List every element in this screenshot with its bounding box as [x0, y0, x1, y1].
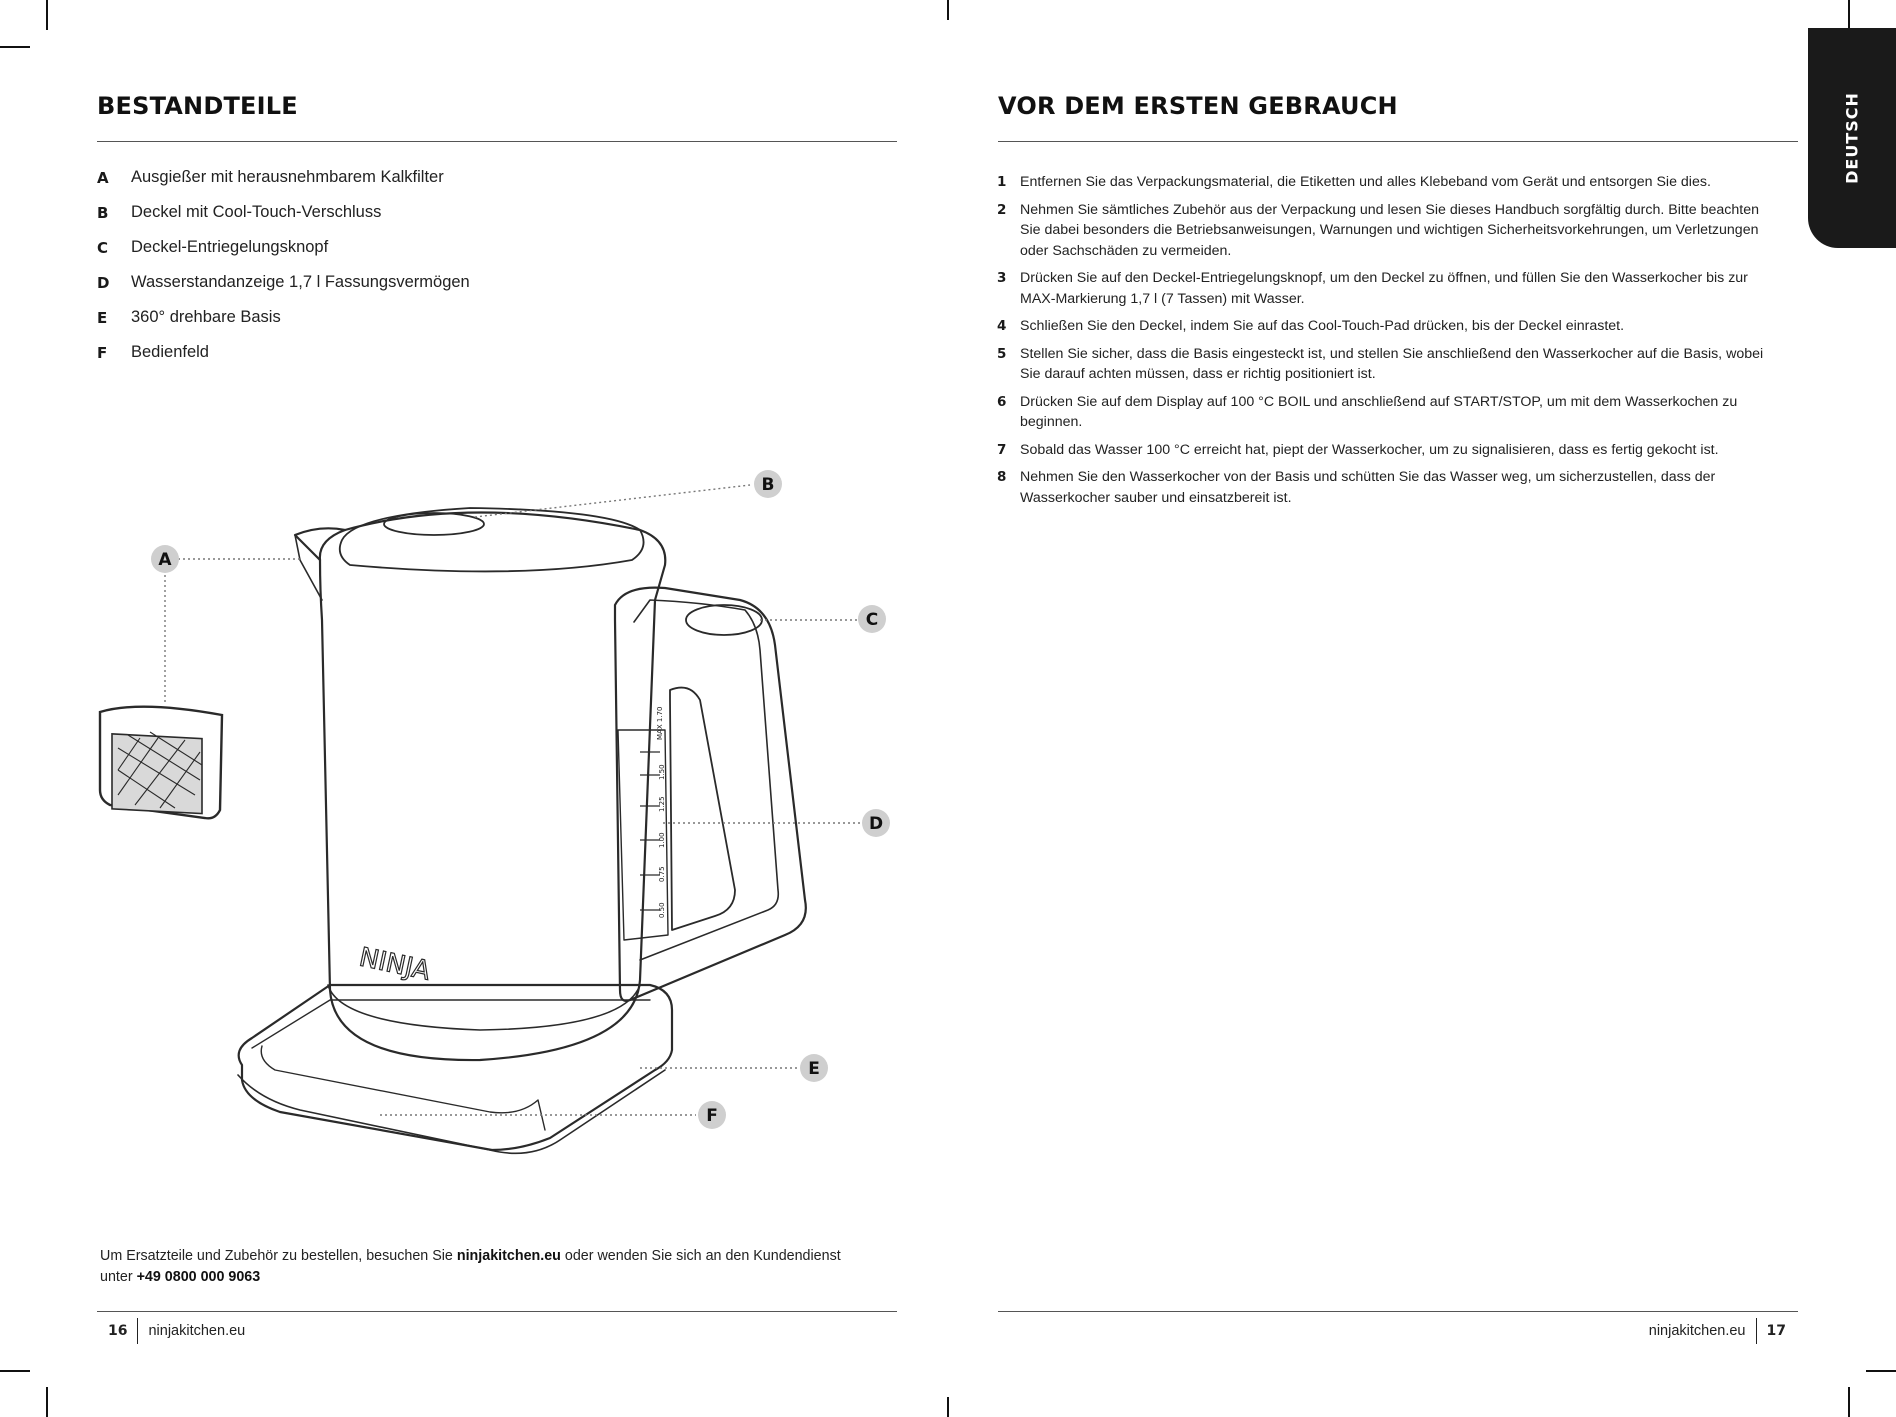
- gauge-mark: MAX 1.70: [656, 706, 664, 740]
- part-item: [97, 238, 877, 273]
- title-rule: [998, 141, 1798, 142]
- kettle-handle: [615, 588, 806, 1001]
- gauge-mark: 1.50: [658, 764, 666, 780]
- step-item: [997, 440, 1767, 461]
- part-label: Ausgießer mit herausnehmbarem Kalkfilter: [131, 168, 444, 186]
- part-item: [97, 273, 877, 308]
- part-item: [97, 308, 877, 343]
- gauge-mark: 0.75: [658, 866, 666, 882]
- left-page-title: BESTANDTEILE: [97, 92, 298, 120]
- crop-mark: [0, 46, 30, 48]
- step-item: [997, 316, 1767, 337]
- part-item: [97, 168, 877, 203]
- part-letter: B: [97, 204, 109, 222]
- step-item: [997, 344, 1767, 385]
- leader-line-b: [475, 485, 750, 517]
- part-label: Deckel mit Cool-Touch-Verschluss: [131, 203, 382, 221]
- step-item: [997, 392, 1767, 433]
- website-link[interactable]: ninjakitchen.eu: [456, 1248, 561, 1264]
- callout-b: B: [761, 475, 775, 495]
- part-label: Deckel-Entriegelungsknopf: [131, 238, 329, 256]
- page-number: 16: [108, 1323, 128, 1339]
- footer-rule: [97, 1311, 897, 1312]
- right-page-footer: [1649, 1318, 1786, 1344]
- step-text: Drücken Sie auf den Deckel-Entriegelungsknopf, um den Deckel zu öffnen, und füllen Sie den Wasserkocher bis zur MAX-Markierung 1,7 l (7 Tassen) mit Wasser.: [1020, 270, 1748, 307]
- title-rule: [97, 141, 897, 142]
- note-text: Um Ersatzteile und Zubehör zu bestellen, besuchen Sie: [100, 1248, 457, 1264]
- step-text: Stellen Sie sicher, dass die Basis eingesteckt ist, und stellen Sie anschließend den Wasserkocher auf die Basis, wobei Sie darauf achten müssen, dass er richtig positioniert ist.: [1020, 345, 1764, 382]
- crop-mark: [1866, 1370, 1896, 1372]
- phone-number: +49 0800 000 9063: [136, 1269, 261, 1285]
- left-page-footer: [108, 1318, 245, 1344]
- gauge-mark: 1.00: [658, 832, 666, 848]
- step-number: 2: [997, 201, 1007, 218]
- footer-site: ninjakitchen.eu: [1648, 1323, 1746, 1339]
- step-text: Nehmen Sie den Wasserkocher von der Basis und schütten Sie das Wasser weg, um sicherzustellen, dass der Wasserkocher sauber und einsatzbereit ist.: [1020, 469, 1716, 506]
- parts-list: [97, 168, 877, 378]
- step-number: 3: [997, 270, 1007, 286]
- step-text: Drücken Sie auf dem Display auf 100 °C BOIL und anschließend auf START/STOP, um mit dem Wasserkochen zu beginnen.: [1020, 393, 1738, 430]
- note-text: oder wenden Sie sich an den Kundendienst unter: [100, 1248, 841, 1285]
- step-number: 5: [997, 345, 1007, 362]
- footer-rule: [998, 1311, 1798, 1312]
- language-tab-label: DEUTSCH: [1842, 92, 1862, 184]
- step-item: [997, 467, 1767, 508]
- crop-mark: [1848, 0, 1850, 30]
- lid-button: [384, 513, 484, 535]
- gauge-mark: 0.50: [658, 902, 666, 918]
- callout-c: C: [865, 610, 879, 630]
- right-page-title: VOR DEM ERSTEN GEBRAUCH: [998, 92, 1398, 120]
- part-label: Bedienfeld: [131, 343, 209, 361]
- part-letter: F: [97, 344, 108, 362]
- part-letter: A: [97, 169, 109, 187]
- crop-mark: [46, 0, 48, 30]
- spare-parts-note: [100, 1246, 860, 1288]
- kettle-lid: [340, 508, 644, 571]
- callout-d: D: [868, 814, 884, 834]
- step-item: [997, 268, 1767, 309]
- part-letter: E: [97, 309, 108, 327]
- crop-mark: [947, 0, 949, 20]
- step-text: Sobald das Wasser 100 °C erreicht hat, piept der Wasserkocher, um zu signalisieren, dass es fertig gekocht ist.: [1020, 441, 1719, 458]
- crop-mark: [1848, 1387, 1850, 1417]
- step-number: 7: [997, 441, 1007, 458]
- part-label: Wasserstandanzeige 1,7 l Fassungsvermögen: [131, 273, 470, 291]
- crop-mark: [947, 1397, 949, 1417]
- step-number: 1: [997, 174, 1007, 190]
- step-text: Schließen Sie den Deckel, indem Sie auf das Cool-Touch-Pad drücken, bis der Deckel einrastet.: [1020, 318, 1625, 334]
- lid-release-button: [686, 605, 762, 635]
- step-item: [997, 172, 1767, 193]
- part-label: 360° drehbare Basis: [131, 308, 281, 326]
- step-item: [997, 200, 1767, 262]
- crop-mark: [46, 1387, 48, 1417]
- part-letter: D: [97, 274, 110, 292]
- page-number: 17: [1766, 1323, 1786, 1339]
- callout-e: E: [808, 1059, 820, 1079]
- footer-site: ninjakitchen.eu: [148, 1323, 246, 1339]
- part-item: [97, 343, 877, 378]
- handle-window: [670, 688, 735, 930]
- step-text: Nehmen Sie sämtliches Zubehör aus der Verpackung und lesen Sie dieses Handbuch sorgfältig durch. Bitte beachten Sie dabei besonders die Betriebsanweisungen, Warnungen und wichtigen Sicherheitsvorkehrungen, um Verletzungen oder Sachschäden zu vermeiden.: [1020, 201, 1759, 259]
- step-text: Entfernen Sie das Verpackungsmaterial, die Etiketten und alles Klebeband vom Gerät und entsorgen Sie dies.: [1020, 174, 1711, 190]
- language-tab: [1808, 28, 1896, 248]
- crop-mark: [0, 1370, 30, 1372]
- kettle-base: [239, 985, 672, 1150]
- step-number: 6: [997, 393, 1007, 410]
- step-number: 8: [997, 469, 1007, 485]
- footer-divider: [137, 1318, 138, 1344]
- brand-logo: NINJA: [356, 942, 433, 987]
- part-item: [97, 203, 877, 238]
- callout-a: A: [158, 550, 172, 570]
- part-letter: C: [97, 239, 109, 257]
- limescale-filter: [100, 707, 222, 819]
- step-number: 4: [997, 318, 1007, 334]
- kettle-body: [320, 513, 665, 1061]
- gauge-mark: 1.25: [658, 796, 666, 812]
- steps-list: [997, 172, 1767, 515]
- callout-f: F: [706, 1106, 718, 1126]
- kettle-diagram: [80, 460, 920, 1220]
- footer-divider: [1756, 1318, 1757, 1344]
